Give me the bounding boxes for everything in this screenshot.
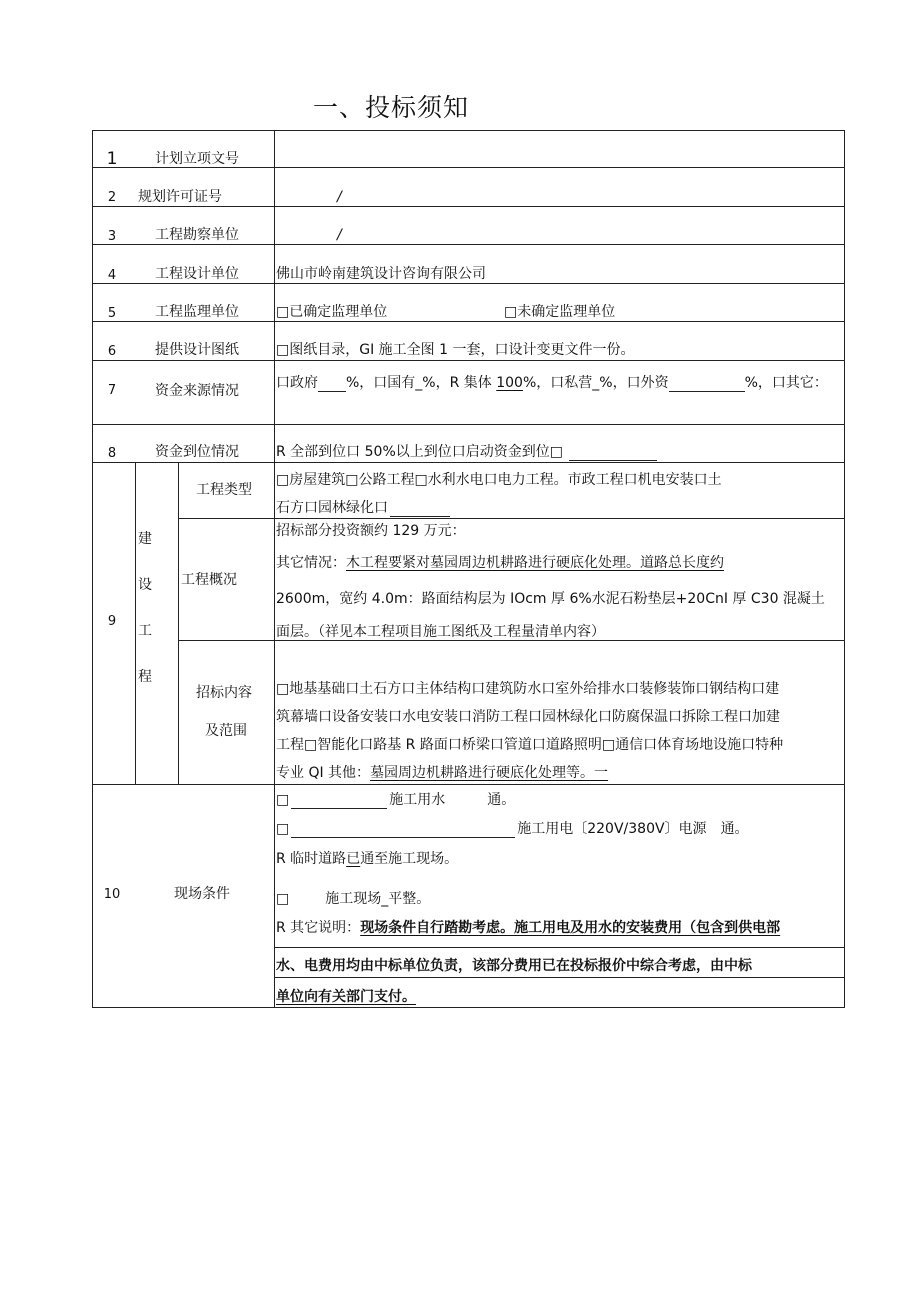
overview-line: 招标部分投资额约 129 万元： xyxy=(276,523,466,539)
row-label: 工程勘察单位 xyxy=(155,227,239,243)
supervisor-confirmed-option[interactable]: □已确定监理单位 xyxy=(276,304,388,320)
other-condition-line: 单位向有关部门支付。 xyxy=(276,989,416,1005)
fund-arrival-value: R 全部到位口 50%以上到位口启动资金到位□ xyxy=(276,443,657,461)
project-type-line: □房屋建筑□公路工程□水利水电口电力工程。市政工程口机电安装口土 xyxy=(276,472,722,488)
page-title: 一、投标须知 xyxy=(313,93,470,122)
row-label: 计划立项文号 xyxy=(155,151,239,167)
site-condition: □ 施工现场_平整。 xyxy=(276,891,431,907)
fund-source-value: 口政府 %，口国有_%，R 集体 100%，口私营_%，口外资 %，口其它： xyxy=(276,375,828,391)
power-condition: □ 施工用电〔220V/380V〕电源 通。 xyxy=(276,821,749,837)
row-number: 2 xyxy=(107,190,117,205)
row-label: 资金来源情况 xyxy=(155,383,239,399)
overview-line: 面层。（祥见本工程项目施工图纸及工程量清单内容） xyxy=(276,624,605,640)
other-condition-line: 水、电费用均由中标单位负责，该部分费用已在投标报价中综合考虑，由中标 xyxy=(276,958,752,974)
row-label: 现场条件 xyxy=(174,886,230,902)
other-condition: R 其它说明：现场条件自行踏勘考虑。施工用电及用水的安装费用（包含到供电部 xyxy=(276,920,781,936)
row-number: 6 xyxy=(107,344,117,359)
supervisor-unconfirmed-option[interactable]: □未确定监理单位 xyxy=(504,304,616,320)
row-label: 资金到位情况 xyxy=(155,444,239,460)
row-number: 1 xyxy=(106,149,118,169)
designer-value: 佛山市岭南建筑设计咨询有限公司 xyxy=(276,266,486,282)
row-value: / xyxy=(337,189,342,205)
road-condition: R 临时道路已通至施工现场。 xyxy=(276,851,459,867)
row-number: 4 xyxy=(107,268,117,283)
overview-line: 其它情况：木工程要紧对墓园周边机耕路进行硬底化处理。道路总长度约 xyxy=(276,555,724,571)
construction-label: 建 设 工 程 xyxy=(138,531,152,685)
water-condition: □ 施工用水 通。 xyxy=(276,792,516,808)
bidding-notice-table xyxy=(92,130,845,1008)
scope-line: □地基基础口土石方口主体结构口建筑防水口室外给排水口装修装饰口钢结构口建 xyxy=(276,681,780,697)
row-number: 3 xyxy=(107,229,117,244)
row-value: / xyxy=(337,227,342,243)
row-number: 7 xyxy=(107,383,117,398)
scope-label: 招标内容 xyxy=(196,685,252,701)
row-number: 8 xyxy=(107,446,117,461)
row-label: 工程监理单位 xyxy=(155,304,239,320)
scope-line: 工程□智能化口路基 R 路面口桥梁口管道口道路照明□通信口体育场地设施口特种 xyxy=(276,737,784,753)
row-number: 10 xyxy=(103,887,121,902)
row-label: 工程设计单位 xyxy=(155,266,239,282)
drawings-value: □图纸目录，GI 施工全图 1 一套，口设计变更文件一份。 xyxy=(276,342,635,358)
overview-label: 工程概况 xyxy=(181,572,237,588)
scope-line: 专业 QI 其他：墓园周边机耕路进行硬底化处理等。一 xyxy=(276,765,609,781)
scope-label: 及范围 xyxy=(205,723,247,739)
project-type-label: 工程类型 xyxy=(196,482,252,498)
scope-line: 筑幕墙口设备安装口水电安装口消防工程口园林绿化口防腐保温口拆除工程口加建 xyxy=(276,709,780,725)
row-label: 提供设计图纸 xyxy=(155,342,239,358)
row-number: 9 xyxy=(107,614,117,629)
row-number: 5 xyxy=(107,306,117,321)
row-label: 规划许可证号 xyxy=(138,189,222,205)
overview-line: 2600m，宽约 4.0m：路面结构层为 IOcm 厚 6%水泥石粉垫层+20CnI 厚 C30 混凝土 xyxy=(276,591,825,607)
project-type-line: 石方口园林绿化口 xyxy=(276,499,450,517)
